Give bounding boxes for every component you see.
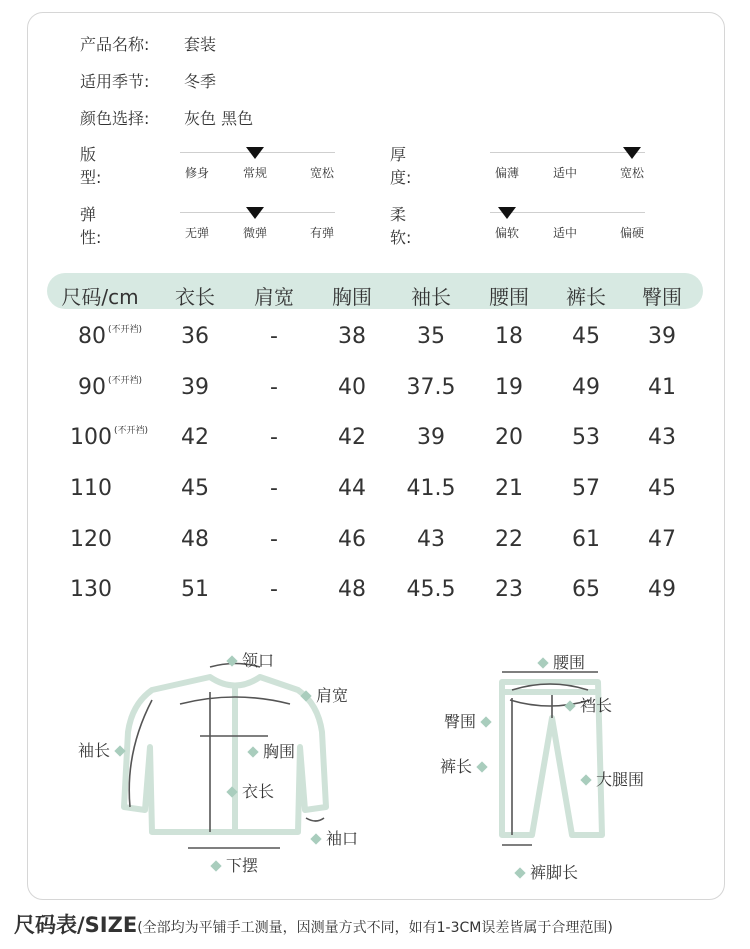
label-cuff: 袖口 bbox=[306, 826, 358, 849]
scale-thickness-option: 宽松 bbox=[619, 166, 644, 180]
size-value: 110 bbox=[70, 476, 112, 501]
table-cell: 22 bbox=[495, 527, 523, 552]
table-cell: - bbox=[270, 577, 278, 602]
season-value: 冬季 bbox=[184, 72, 217, 91]
table-cell: - bbox=[270, 425, 278, 450]
size-value: 100 bbox=[70, 425, 112, 450]
table-cell: 45 bbox=[648, 476, 676, 501]
table-cell: 57 bbox=[572, 476, 600, 501]
table-cell: 43 bbox=[417, 527, 445, 552]
table-size-cell bbox=[70, 476, 112, 501]
label-pants-length: 裤长 bbox=[440, 754, 492, 777]
label-thigh: 大腿围 bbox=[576, 767, 644, 790]
table-size-cell bbox=[70, 527, 112, 552]
size-value: 130 bbox=[70, 577, 112, 602]
table-cell: 38 bbox=[338, 324, 366, 349]
table-cell: 49 bbox=[648, 577, 676, 602]
table-header-cell: 腰围 bbox=[489, 285, 529, 309]
table-cell: 65 bbox=[572, 577, 600, 602]
table-cell: 51 bbox=[181, 577, 209, 602]
table-cell: 40 bbox=[338, 375, 366, 400]
table-size-cell bbox=[70, 425, 148, 450]
table-cell: 42 bbox=[181, 425, 209, 450]
scale-softness-option: 偏硬 bbox=[619, 226, 644, 240]
table-cell: - bbox=[270, 324, 278, 349]
table-cell: 47 bbox=[648, 527, 676, 552]
table-header-cell: 臀围 bbox=[642, 285, 682, 309]
label-shoulder: 肩宽 bbox=[296, 683, 348, 706]
scale-softness-title: 柔 软: bbox=[390, 205, 439, 247]
sleeve-diamond-icon bbox=[114, 745, 125, 756]
pants-length-diamond-icon bbox=[476, 761, 487, 772]
scale-fit-option: 常规 bbox=[242, 166, 267, 180]
size-note: (不开裆) bbox=[114, 426, 149, 436]
table-size-cell bbox=[70, 324, 142, 349]
scale-thickness-marker bbox=[623, 147, 641, 159]
table-cell: - bbox=[270, 527, 278, 552]
scale-elasticity-option: 微弹 bbox=[242, 226, 267, 240]
cuff-diamond-icon bbox=[310, 833, 321, 844]
scale-softness-option: 适中 bbox=[552, 226, 577, 240]
table-cell: 39 bbox=[417, 425, 445, 450]
scale-softness-option: 偏软 bbox=[494, 226, 519, 240]
length-diamond-icon bbox=[226, 786, 237, 797]
table-header-cell: 衣长 bbox=[175, 285, 215, 309]
product-name-value: 套装 bbox=[184, 35, 217, 54]
table-cell: 39 bbox=[648, 324, 676, 349]
scale-fit-marker bbox=[246, 147, 264, 159]
size-value: 80 bbox=[78, 324, 106, 349]
table-cell: 20 bbox=[495, 425, 523, 450]
waist-diamond-icon bbox=[537, 657, 548, 668]
table-cell: 19 bbox=[495, 375, 523, 400]
table-cell: 39 bbox=[181, 375, 209, 400]
label-rise: 裆长 bbox=[560, 693, 612, 716]
scale-elasticity-option: 无弹 bbox=[184, 226, 209, 240]
footer-title: 尺码表/SIZE bbox=[14, 913, 138, 937]
label-hip: 臀围 bbox=[444, 709, 496, 732]
scale-thickness-title: 厚 度: bbox=[390, 145, 439, 187]
size-value: 120 bbox=[70, 527, 112, 552]
table-cell: 53 bbox=[572, 425, 600, 450]
table-cell: 45 bbox=[572, 324, 600, 349]
scale-softness-marker bbox=[498, 207, 516, 219]
table-cell: 45.5 bbox=[406, 577, 456, 602]
color-row bbox=[80, 106, 253, 129]
color-value: 灰色 黑色 bbox=[184, 109, 254, 128]
color-label: 颜色选择: bbox=[80, 109, 150, 128]
table-cell: 61 bbox=[572, 527, 600, 552]
table-cell: - bbox=[270, 476, 278, 501]
table-cell: 23 bbox=[495, 577, 523, 602]
table-cell: 49 bbox=[572, 375, 600, 400]
scale-elasticity-marker bbox=[246, 207, 264, 219]
footer-disclaimer: (全部均为平铺手工测量，因测量方式不同，如有1-3CM误差皆属于合理范围) bbox=[137, 920, 613, 936]
table-cell: 37.5 bbox=[406, 375, 456, 400]
table-header-cell: 胸围 bbox=[332, 285, 372, 309]
label-collar: 领口 bbox=[222, 648, 274, 671]
leg-opening-diamond-icon bbox=[514, 867, 525, 878]
table-cell: 35 bbox=[417, 324, 445, 349]
season-label: 适用季节: bbox=[80, 72, 150, 91]
table-cell: 43 bbox=[648, 425, 676, 450]
scale-fit-option: 修身 bbox=[184, 166, 209, 180]
label-sleeve: 袖长 bbox=[78, 738, 130, 761]
label-waist: 腰围 bbox=[533, 650, 585, 673]
scale-thickness-option: 偏薄 bbox=[494, 166, 519, 180]
scale-thickness-line bbox=[490, 152, 645, 153]
scale-fit-title: 版 型: bbox=[80, 145, 129, 187]
product-name-row bbox=[80, 32, 216, 55]
table-header-cell: 尺码/cm bbox=[61, 285, 139, 309]
scale-thickness-option: 适中 bbox=[552, 166, 577, 180]
hip-diamond-icon bbox=[480, 716, 491, 727]
hem-diamond-icon bbox=[210, 860, 221, 871]
size-note: (不开裆) bbox=[108, 325, 143, 335]
table-cell: 48 bbox=[181, 527, 209, 552]
shoulder-diamond-icon bbox=[300, 690, 311, 701]
label-length: 衣长 bbox=[222, 779, 274, 802]
table-cell: - bbox=[270, 375, 278, 400]
season-row bbox=[80, 69, 216, 92]
table-header-cell: 裤长 bbox=[566, 285, 606, 309]
chest-diamond-icon bbox=[247, 746, 258, 757]
table-cell: 41.5 bbox=[406, 476, 456, 501]
table-header-cell: 袖长 bbox=[411, 285, 451, 309]
table-header-cell: 肩宽 bbox=[254, 285, 294, 309]
table-cell: 45 bbox=[181, 476, 209, 501]
label-hem: 下摆 bbox=[206, 853, 258, 876]
rise-diamond-icon bbox=[564, 700, 575, 711]
collar-diamond-icon bbox=[226, 655, 237, 666]
scale-elasticity-title: 弹 性: bbox=[80, 205, 129, 247]
table-size-cell bbox=[70, 577, 112, 602]
label-chest: 胸围 bbox=[243, 739, 295, 762]
size-note: (不开裆) bbox=[108, 376, 143, 386]
scale-fit-option: 宽松 bbox=[309, 166, 334, 180]
thigh-diamond-icon bbox=[580, 774, 591, 785]
table-cell: 42 bbox=[338, 425, 366, 450]
table-cell: 46 bbox=[338, 527, 366, 552]
table-cell: 44 bbox=[338, 476, 366, 501]
pants-measure-diagram bbox=[470, 640, 630, 870]
table-cell: 21 bbox=[495, 476, 523, 501]
product-name-label: 产品名称: bbox=[80, 35, 150, 54]
size-value: 90 bbox=[78, 375, 106, 400]
table-cell: 18 bbox=[495, 324, 523, 349]
table-cell: 48 bbox=[338, 577, 366, 602]
scale-elasticity-option: 有弹 bbox=[309, 226, 334, 240]
footer-note bbox=[14, 909, 613, 939]
table-cell: 36 bbox=[181, 324, 209, 349]
table-cell: 41 bbox=[648, 375, 676, 400]
label-leg-opening: 裤脚长 bbox=[510, 860, 578, 883]
table-size-cell bbox=[70, 375, 142, 400]
